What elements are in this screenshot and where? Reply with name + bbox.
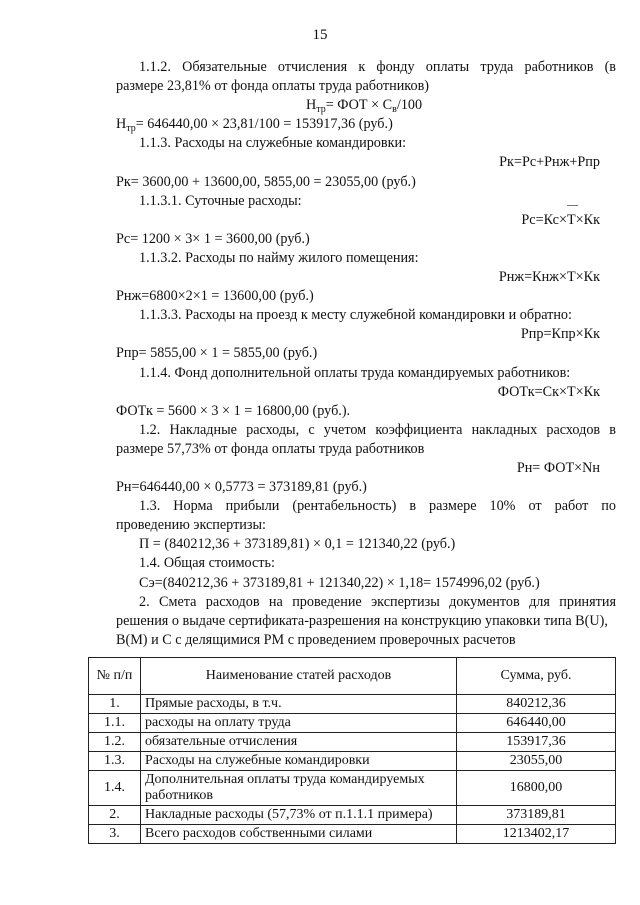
para-1-3-line1: 1.3. Норма прибыли (рентабельность) в размере 10% от работ по <box>139 498 616 515</box>
para-1-1-3-1: 1.1.3.1. Суточные расходы: <box>139 192 302 209</box>
cell-num: 3. <box>89 825 141 844</box>
calc-rs: Рс= 1200 × 3× 1 = 3600,00 (руб.) <box>116 230 310 247</box>
para-1-1-4: 1.1.4. Фонд дополнительной оплаты труда командируемых работников: <box>139 364 571 381</box>
formula-ntr: $Н_{тр}=$ ФОТ × $С_в/100$ <box>306 97 423 116</box>
para-2-line2: решения о выдаче сертификата-разрешения на конструкцию упаковки типа B(U), <box>116 612 608 629</box>
cell-name: обязательные отчисления <box>141 733 457 752</box>
cell-name: Прямые расходы, в т.ч. <box>141 695 457 714</box>
formula-rnzh: Рнж=Кнж×Т×Кк <box>498 269 600 286</box>
cell-num: 1.4. <box>89 771 141 806</box>
para-1-3-line2: проведению экспертизы: <box>116 517 266 534</box>
calc-rnzh: Рнж=6800×2×1 = 13600,00 (руб.) <box>116 288 314 305</box>
calc-fotk: ФОТк = 5600 × 3 × 1 = 16800,00 (руб.). <box>116 402 351 419</box>
table-row <box>89 752 616 771</box>
calc-rpr: Рпр= 5855,00 × 1 = 5855,00 (руб.) <box>116 345 318 362</box>
para-1-1-3-3: 1.1.3.3. Расходы на проезд к месту служебной командировки и обратно: <box>139 307 572 324</box>
table-row <box>89 825 616 844</box>
header-name: Наименование статей расходов <box>141 658 457 695</box>
table-row <box>89 695 616 714</box>
cell-sum: 1213402,17 <box>457 825 616 844</box>
cell-name: Дополнительная оплаты труда командируемых работников <box>141 771 457 806</box>
document-body <box>116 58 616 650</box>
cell-sum: 153917,36 <box>457 733 616 752</box>
cell-sum: 23055,00 <box>457 752 616 771</box>
cell-num: 1.2. <box>89 733 141 752</box>
para-1-1-3: 1.1.3. Расходы на служебные командировки: <box>139 135 407 152</box>
table-row <box>89 714 616 733</box>
para-2-line1: 2. Смета расходов на проведение экспертизы документов для принятия <box>139 593 616 610</box>
header-num: № п/п <box>89 658 141 695</box>
calc-rn: Рн=646440,00 × 0,5773 = 373189,81 (руб.) <box>116 479 367 496</box>
cell-sum: 646440,00 <box>457 714 616 733</box>
cell-sum: 16800,00 <box>457 771 616 806</box>
cell-num: 2. <box>89 806 141 825</box>
calc-rk: Рк= 3600,00 + 13600,00, 5855,00 = 23055,00 (руб.) <box>116 173 416 190</box>
cell-name: Накладные расходы (57,73% от п.1.1.1 примера) <box>141 806 457 825</box>
para-1-1-2-line2: размере 23,81% от фонда оплаты труда работников) <box>116 78 429 95</box>
table-row <box>89 806 616 825</box>
formula-fotk: ФОТк=Ск×Т×Кк <box>497 383 600 400</box>
para-1-2-line1: 1.2. Накладные расходы, с учетом коэффициента накладных расходов в <box>139 421 616 438</box>
calc-ntr: $Н_{тр}= 646440,00 \times 23,81/100 = 153917,36$ (руб.) <box>116 116 393 135</box>
table-header-row <box>89 658 616 695</box>
table-row <box>89 771 616 806</box>
para-1-1-3-2: 1.1.3.2. Расходы по найму жилого помещения: <box>139 249 419 266</box>
formula-rs: Рс=Кс×Т×Кк <box>521 211 600 228</box>
cost-estimate-table <box>88 657 616 844</box>
cell-sum: 373189,81 <box>457 806 616 825</box>
para-1-1-2-line1: 1.1.2. Обязательные отчисления к фонду оплаты труда работников (в <box>139 59 616 75</box>
page-number: 15 <box>312 27 328 43</box>
formula-rk: Рк=Рс+Рнж+Рпр <box>499 154 600 171</box>
table-row <box>89 733 616 752</box>
formula-rpr: Рпр=Кпр×Кк <box>520 326 600 343</box>
calc-profit: П = (840212,36 + 373189,81) × 0,1 = 121340,22 (руб.) <box>139 536 456 553</box>
para-2-line3: B(M) и С с делящимися РМ с проведением проверочных расчетов <box>116 631 516 648</box>
cell-num: 1.3. <box>89 752 141 771</box>
header-sum: Сумма, руб. <box>457 658 616 695</box>
cell-name: расходы на оплату труда <box>141 714 457 733</box>
cell-sum: 840212,36 <box>457 695 616 714</box>
cell-num: 1.1. <box>89 714 141 733</box>
para-1-4: 1.4. Общая стоимость: <box>139 555 275 572</box>
cell-num: 1. <box>89 695 141 714</box>
para-1-2-line2: размере 57,73% от фонда оплаты труда работников <box>116 440 425 457</box>
cell-name: Расходы на служебные командировки <box>141 752 457 771</box>
calc-total-cost: Сэ=(840212,36 + 373189,81 + 121340,22) × 1,18= 1574996,02 (руб.) <box>139 574 540 591</box>
cell-name: Всего расходов собственными силами <box>141 825 457 844</box>
formula-rn: Рн= ФОТ×Nн <box>516 459 600 476</box>
